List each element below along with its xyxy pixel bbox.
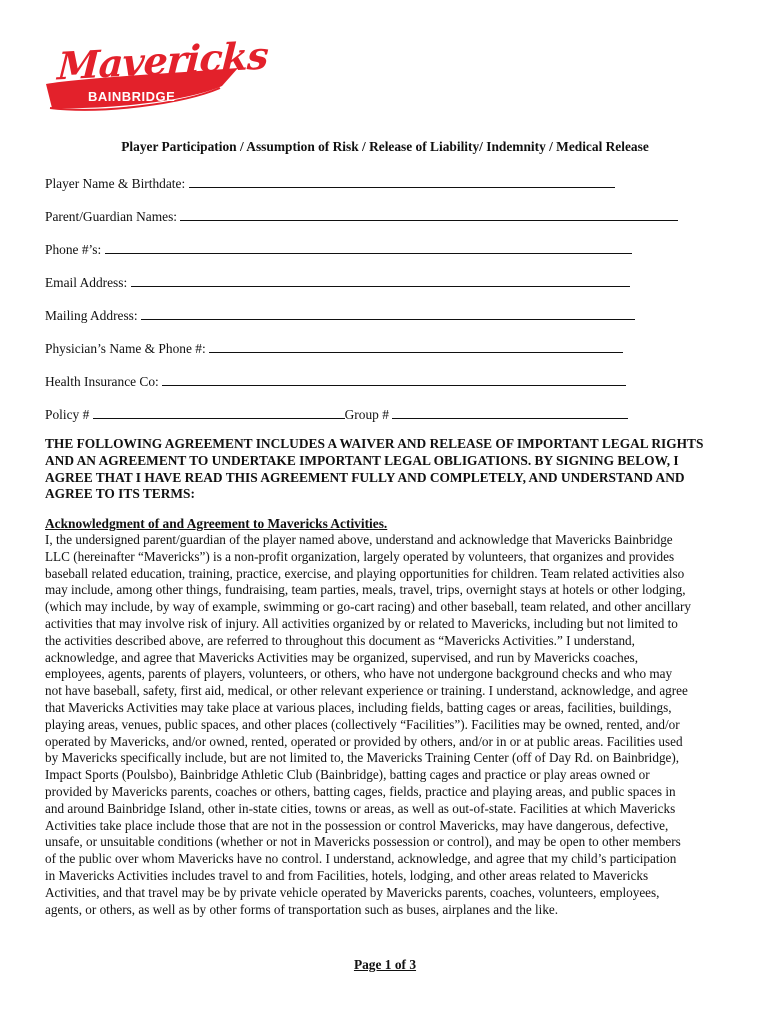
- logo-sub-text: BAINBRIDGE: [88, 89, 176, 104]
- parent-names-field: [45, 209, 678, 225]
- paragraph-line: the activities described above, are referred to throughout this document as “Mavericks Activities.” I understand,: [45, 632, 635, 648]
- player-name-input[interactable]: [189, 176, 615, 188]
- health-insurance-label: Health Insurance Co:: [45, 374, 159, 389]
- physician-label: Physician’s Name & Phone #:: [45, 341, 206, 356]
- health-insurance-input[interactable]: [162, 374, 626, 386]
- paragraph-line: I, the undersigned parent/guardian of the player named above, understand and acknowledge that Mavericks Bainbridge: [45, 532, 673, 547]
- paragraph-line: playing areas, venues, public spaces, and other places (collectively “Facilities”). Facilities may be owned, rented, and/or: [45, 716, 680, 732]
- physician-field: [45, 341, 623, 357]
- page-number: Page 1 of 3: [353, 957, 417, 972]
- paragraph-line: and around Bainbridge Island, other in-state cities, towns or areas, as well as out-of-state. Facilities at which Mavericks: [45, 800, 676, 816]
- paragraph-line: of the public over whom Mavericks have no control. I understand, acknowledge, and agree that my child’s participation: [45, 851, 677, 867]
- section-heading: Acknowledgment of and Agreement to Mavericks Activities.: [45, 516, 388, 531]
- phone-label: Phone #’s:: [45, 242, 102, 257]
- mailing-address-label: Mailing Address:: [45, 308, 138, 323]
- physician-input[interactable]: [209, 341, 623, 353]
- group-input[interactable]: [392, 407, 628, 419]
- paragraph-line: agents, or others, as well as by other forms of transportation such as buses, airplanes and the like.: [45, 901, 559, 917]
- mailing-address-field: [45, 308, 635, 324]
- paragraph-line: activities that may involve risk of injury. All activities organized by or related to Mavericks, including but not limited to: [45, 615, 678, 631]
- paragraph-line: LLC (hereinafter “Mavericks”) is a non-profit organization, largely operated by volunteers, that organizes and provides: [45, 548, 675, 564]
- policy-input[interactable]: [93, 407, 345, 419]
- email-label: Email Address:: [45, 275, 128, 290]
- paragraph-line: unsafe, or unsuitable conditions (whether or not in Mavericks possession or control), and may be open to other members: [45, 834, 681, 850]
- mailing-address-input[interactable]: [141, 308, 635, 320]
- paragraph-line: operated by Mavericks, and/or owned, rented, operated or provided by others, and/or in or at public areas. Facilities used: [45, 733, 683, 749]
- health-insurance-field: [45, 374, 626, 390]
- policy-label: Policy #: [45, 407, 90, 422]
- paragraph-line: Activities take place include those that are not in the possession or control Mavericks, may have dangerous, defective,: [45, 817, 669, 833]
- paragraph-line: provided by Mavericks parents, coaches or others, batting cages, fields, practice and playing areas, and public spaces in: [45, 783, 676, 799]
- logo-script-text: Mavericks: [56, 32, 269, 89]
- group-label: Group #: [344, 407, 389, 422]
- mavericks-logo: [42, 32, 269, 118]
- player-name-label: Player Name & Birthdate:: [45, 176, 186, 191]
- parent-names-input[interactable]: [180, 209, 678, 221]
- paragraph-line: that Mavericks Activities may take place at various places, including fields, batting cages or areas, facilities, buildings,: [45, 699, 672, 715]
- legal-warning: THE FOLLOWING AGREEMENT INCLUDES A WAIVER AND RELEASE OF IMPORTANT LEGAL RIGHTS AND AN AGREEMENT TO UNDERTAKE IMPORTANT LEGAL OBLIGATIONS. BY SIGNING BELOW, I AGREE THAT I HAVE READ THIS AGREEMENT FULLY AND COMPLETELY, AND UNDERSTAND AND AGREE TO ITS TERMS:: [45, 436, 704, 502]
- email-field: [45, 275, 630, 291]
- paragraph-line: not have baseball, safety, first aid, medical, or other relevant experience or training. I understand, acknowledge, and agree: [45, 683, 688, 699]
- parent-names-label: Parent/Guardian Names:: [45, 209, 178, 224]
- paragraph-line: may include, among other things, fundraising, team parties, meals, travel, trips, overnight stays at hotels or other lodging,: [45, 582, 686, 598]
- paragraph-line: baseball related education, training, practice, exercise, and playing opportunities for children. Team related activities also: [45, 565, 685, 581]
- paragraph-line: in Mavericks Activities includes travel to and from Facilities, hotels, lodging, and other areas related to Mavericks: [45, 867, 649, 883]
- policy-group-field: [45, 407, 628, 423]
- agreement-paragraph: [45, 532, 735, 918]
- email-input[interactable]: [131, 275, 630, 287]
- paragraph-line: by Mavericks specifically include, but are not limited to, the Mavericks Training Center (off of Day Rd. on Bainbridge),: [45, 750, 680, 766]
- page-title: Player Participation / Assumption of Risk / Release of Liability/ Indemnity / Medical Release: [121, 139, 649, 154]
- phone-input[interactable]: [105, 242, 632, 254]
- paragraph-line: acknowledge, and agree that Mavericks Activities may be organized, supervised, and run by Mavericks coaches,: [45, 649, 638, 665]
- paragraph-line: Impact Sports (Poulsbo), Bainbridge Athletic Club (Bainbridge), batting cages and practice or play areas owned or: [45, 767, 650, 783]
- paragraph-line: (which may include, by way of example, swimming or go-cart racing) and other baseball, team related, and other ancillary: [45, 599, 691, 615]
- phone-field: [45, 242, 632, 258]
- paragraph-line: employees, agents, parents of players, volunteers, or others, who have not undergone background checks and who may: [45, 666, 673, 682]
- paragraph-line: Activities, and that travel may be by private vehicle operated by Mavericks parents, coaches, volunteers, employees,: [45, 884, 660, 900]
- player-name-field: [45, 176, 615, 192]
